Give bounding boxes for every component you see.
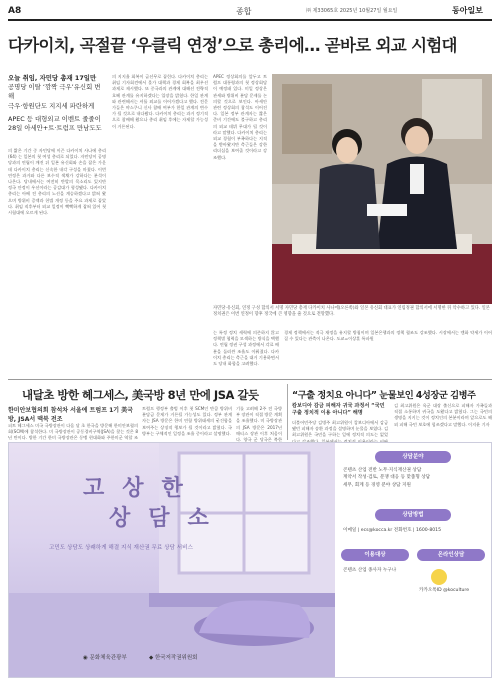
top-article-col2: 의 지지율 회복이 급선무로 꼽힌다. 다카이치 총리는 취임 기자회견에서 물가 대책과 경제 회복을 최우선 과제로 제시했다. 또 중국과의 관계에 대해선 전략적 호혜 관계를 유지하겠다는 입장을 밝혔다. 한일 관계와 관련해서는 셔틀 외교를 이어가겠다고 했다. 전문가들은 야스쿠니 신사 참배 여부가 한일 관계의 변수가 될 것으로 내다봤다. 다카이치 총리는 과거 정기적으로 참배해 왔으나 총리 취임 후에는 자제할 가능성이 거론된다. [112, 74, 208, 129]
kakaotalk-icon [431, 569, 447, 585]
kim-col1: 더불어민주당 김병주 최고위원이 캄보디아에서 감금됐던 피해자 송환 과정을 설명하며 눈물을 보였다. 김 최고위원은 국민을 구하는 일에 정치적 의도는 없었 [292, 420, 388, 438]
defense-headline: 내달초 방한 헤그세스, 美국방 8년 만에 JSA 갈듯 [22, 388, 259, 402]
subhead-4: APEC 등 대형외교 이벤트 줄줄이 [8, 114, 101, 123]
defense-col2: 트럼프 행정부 출범 이후 첫 SCM인 만큼 방위비 분담금 문제가 거론될 가능성도 있다. 정부 관계자는 JSA 방문은 한미 연합 방위태세의 굳건함을 보여주는 상징적 행보가 될 것이라고 밝혔다. 국방부는 구체적인 일정을 조율 중이라고 설명했다. [142, 406, 232, 436]
subhead-5: 28일 아세안+트·트럼프 만남도도 [8, 124, 102, 133]
page-number: A8 [8, 6, 22, 16]
ad-visual [9, 443, 335, 677]
defense-subhead: 한미안보협의회 참석차 서울에 트럼프 1기 美국방, JSA서 맥북 전조 [8, 407, 133, 423]
ad-target-line: 콘텐츠 산업 종사자 누구나 [343, 568, 397, 573]
top-article-col1: 의 짧은 기간 중 자민당에 이끈 다카이치 사나에 총리 (64) 는 일본의 첫 여성 총리로 되었다. 자민당이 공명당과의 연립이 깨진 뒤 일본 유신회와 손을 잡은 가운데 다카이치 총리는 신속한 내각 구성을 마쳤다. 이번 연정은 과거와 다른 보수적 색채가 강하다는 분석이 나온다. 당내에서는 여전히 반발의 목소리도 있지만 정국 안정이 우선이라는 공감대가 형성됐다. 다카이치 총리는 아베 전 총리의 노선을 계승하겠다고 밝혀 왔으며 방위비 증액과 헌법 개정 등을 주요 과제로 꼽았다. 취임 직후부터 외교 일정이 빡빡하게 잡혀 있어 첫 시험대에 오르게 된다. [8, 148, 106, 216]
ad-info-panel [335, 443, 491, 677]
defense-col3: 기를 고려해 2주 전 국방부 장관이 직접 방문 계획을 조율했다. 미 국방장관의 JSA 방문은 2017년 매티스 장관 이후 처음이다. 양국 군 당국은 북한 [236, 406, 282, 443]
page-header [0, 0, 500, 20]
photo-caption: 자민당·유신회, 연정 구성 합의서 서명 자민당 총재 다카이치 사나에(오른쪽)와 일본 유신회 대표가 연립정권 합의서에 서명한 뒤 악수하고 있다. 일본 정치권은 이번 연정이 향후 정국에 큰 영향을 줄 것으로 전망했다. [213, 306, 490, 318]
kim-subhead: 캄보디아 감금 피해자 귀국 과정서 “국민 구출 정치적 이용 아니다” 해명 [292, 403, 385, 417]
top-article-col3: APEC 정상회의를 앞두고 트럼프 대통령과의 첫 정상회담이 예정돼 있다. 미일 정상은 관세와 방위비 분담 문제를 논의할 것으로 보인다. 아세안 관련 정상회의 참석도 이어진다. 일본 정부 관계자는 짧은 준비 기간에도 불구하고 총리의 외교 데뷔 무대가 될 것이라고 말했다. 다카이치 총리는 외교 경험이 부족하다는 지적을 받아왔지만 측근들은 강한 리더십을 보여줄 것이라고 강조했다. [213, 74, 267, 160]
newspaper-brand: 동아일보 [452, 6, 483, 15]
section-divider [8, 379, 492, 380]
ad-field-lines: 콘텐츠 산업 전반 노무·지식재산권 상담 계약서 작성·검토, 분쟁 대응 등 맞춤형 상담 세무, 회계 등 경영 분야 상담 지원 [343, 468, 431, 488]
top-article-col4: 는 특정 정치 세력에 의존하지 않고 정책별 협력을 모색하는 방식을 택했다. 연립 정권 구성 과정에서 각료 배분을 둘러싼 조율도 이뤄졌다. 다카이치 총리는 측근을 대거 기용하면서도 당내 화합을 고려했다. [213, 330, 280, 367]
top-article-col5: 경제 정책에서는 적극 재정을 유지할 방침이며 일본은행과의 정책 협조도 강조했다. 시장에서는 엔화 약세가 이어질 수 있다는 관측이 나온다. 도쿄=이상훈 특파원 [284, 330, 492, 342]
kim-headline: “구출 정치요 아니다” 눈물보인 4성장군 김병주 [292, 390, 476, 401]
defense-col1: 피트 헤그세스 미국 국방장관이 다음 달 초 한국을 방문해 한미안보협의회(SCM)에 참석한다. 미 국방장관이 공동경비구역(JSA)을 찾는 것은 8년 만이다. 방한 기간 한미 국방장관은 동맹 현대화와 주한미군 역할 조 [8, 423, 138, 441]
ad-label-target: 이용대상 [341, 549, 409, 561]
section-name: 종합 [236, 7, 252, 16]
advertisement [8, 442, 492, 678]
ad-method-line: 이메일 | ecs@kocca.kr 전화번호 | 1600-8015 [343, 528, 442, 533]
issue-line: ㈜ 제33065호 2025년 10월27일 월요일 [306, 8, 398, 14]
ad-org2: ◆ 한국저작권위원회 [149, 655, 198, 661]
ad-online-line: 카카오톡ID @koculture [419, 588, 470, 593]
ad-label-method: 상담방법 [375, 509, 451, 521]
ad-label-field: 상담분야 [375, 451, 451, 463]
top-headline: 다카이치, 곡절끝 ‘우클릭 연정’으로 총리에… 곧바로 외교 시험대 [8, 36, 457, 55]
column-divider [287, 384, 288, 440]
subhead-3: 극우·항원단도 지지세 파란하게 [8, 101, 95, 110]
ad-org1: ◉ 문화체육관광부 [83, 655, 127, 661]
subhead-2: 공명당 이탈 ‘깜짝 극우’유신회 변해 [8, 83, 101, 101]
subhead-1: 오늘 취임, 자민당 총재 17일만 [8, 74, 97, 82]
header-rule [8, 19, 492, 21]
ad-title: 고상한 상담소 [83, 475, 227, 531]
top-subheads [8, 74, 106, 133]
news-photo [272, 74, 492, 304]
ad-label-online: 온라인상담 [417, 549, 485, 561]
ad-tagline: 고민도 상담도 상쾌하게 해결 지식 재산권 무료 상담 서비스 [49, 545, 193, 551]
kim-col2: 김 최고위원은 육군 대장 출신으로 피해자 가족들과 직접 소통하며 귀국을 도왔다고 밝혔다. 그는 국민의 생명을 지키는 것이 정치인의 본분이라며 앞으로도 해외 피해 국민 보호에 힘쓰겠다고 말했다. 이지윤 기자 [394, 403, 492, 427]
